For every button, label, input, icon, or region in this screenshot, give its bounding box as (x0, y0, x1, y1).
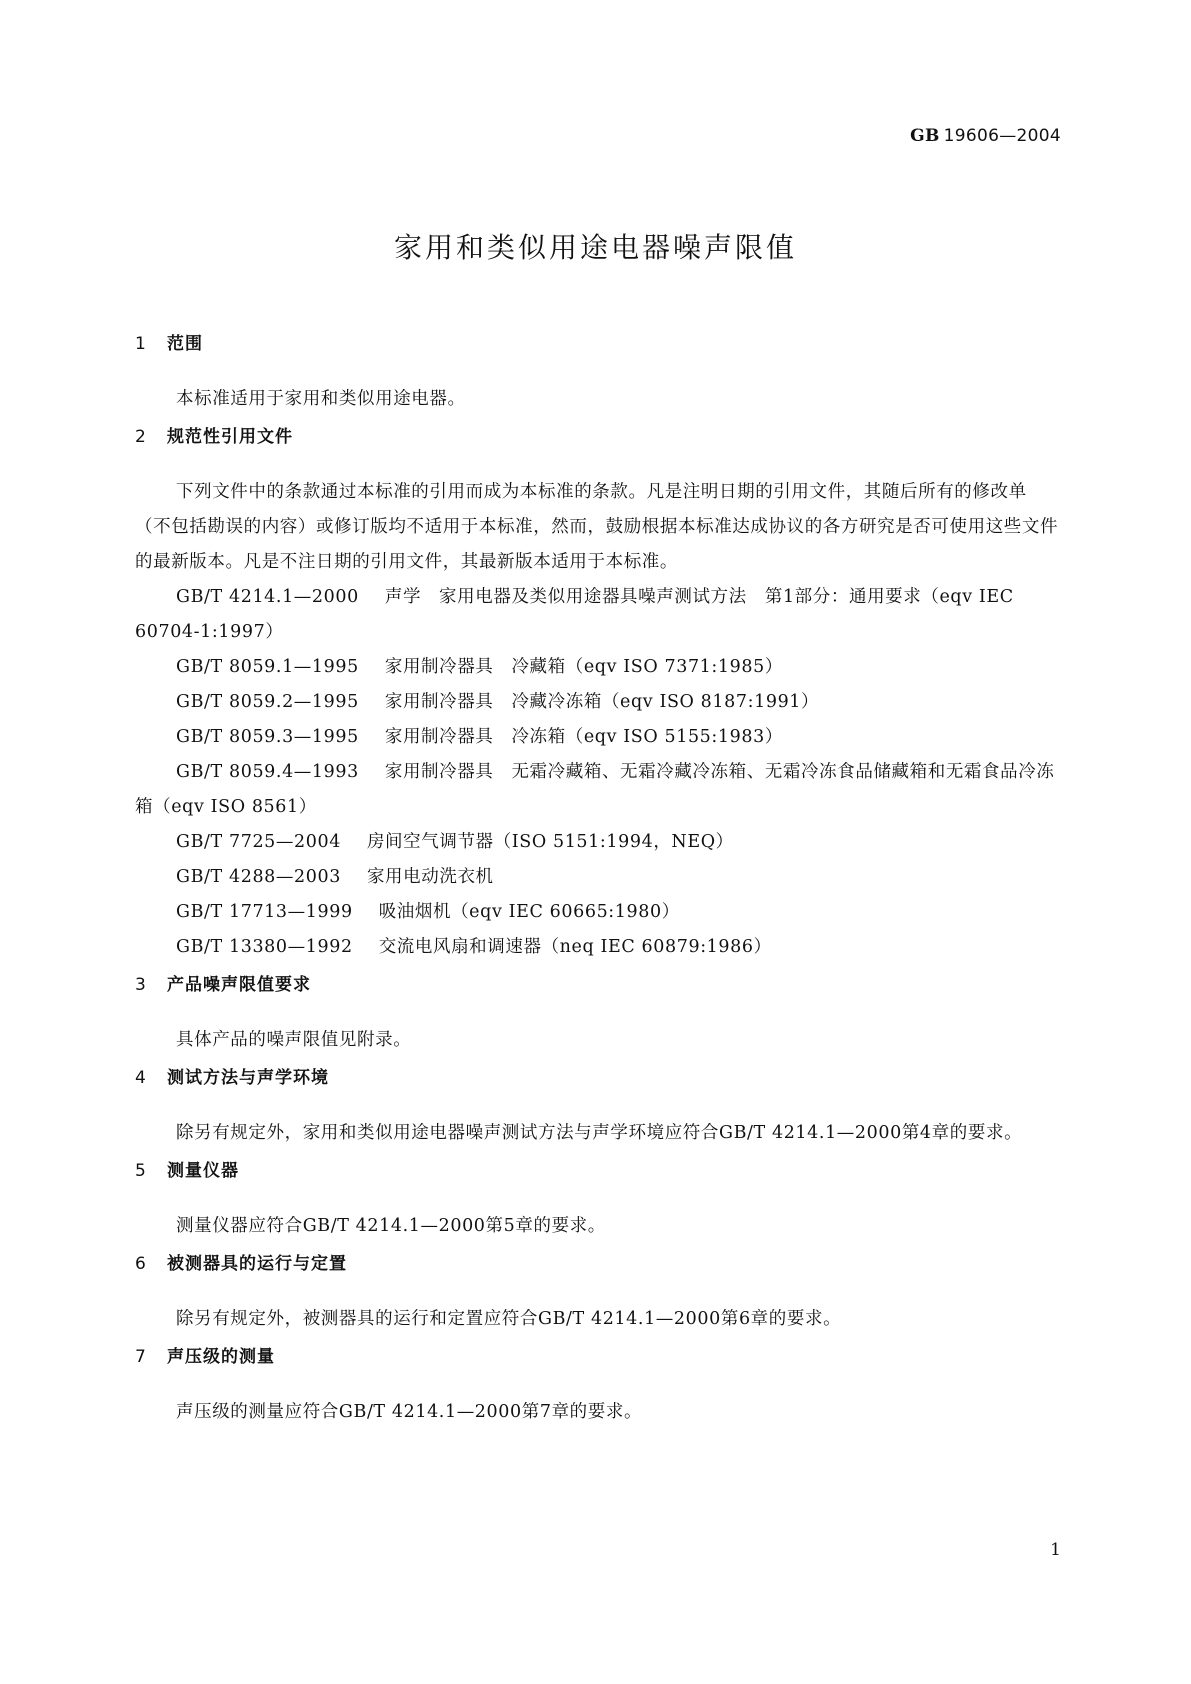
page-number: 1 (1050, 1540, 1061, 1560)
document-title: 家用和类似用途电器噪声限值 (393, 231, 797, 264)
reference-name: 家用制冷器具 (384, 692, 494, 712)
section-1-title: 范围 (167, 334, 203, 354)
reference-item (135, 650, 1060, 685)
reference-item (135, 755, 1060, 825)
reference-code: GB/T 7725—2004 (176, 832, 341, 852)
reference-code: GB/T 8059.4—1993 (176, 762, 359, 782)
reference-item (135, 685, 1060, 720)
standard-number: 19606—2004 (943, 126, 1061, 146)
section-4-title: 测试方法与声学环境 (167, 1068, 329, 1088)
section-6-title: 被测器具的运行与定置 (167, 1254, 347, 1274)
reference-item (135, 930, 1060, 965)
reference-title: 房间空气调节器（ISO 5151:1994，NEQ） (366, 832, 734, 852)
section-1-text: 本标准适用于家用和类似用途电器。 (176, 389, 466, 409)
section-2-intro: 下列文件中的条款通过本标准的引用而成为本标准的条款。凡是注明日期的引用文件，其随后所有的修改单（不包括勘误的内容）或修订版均不适用于本标准，然而，鼓励根据本标准达成协议的各方研究是否可使用这些文件的最新版本。凡是不注日期的引用文件，其最新版本适用于本标准。 (135, 482, 1059, 572)
section-2-heading (135, 427, 1060, 475)
section-5-text: 测量仪器应符合GB/T 4214.1—2000第5章的要求。 (176, 1216, 606, 1236)
section-3-heading (135, 975, 1060, 1023)
reference-title: 无霜冷藏箱、无霜冷藏冷冻箱、无霜冷冻食品储藏箱和无霜食品冷冻箱（eqv ISO 8561） (135, 762, 1055, 817)
reference-title: 冷藏冷冻箱（eqv ISO 8187:1991） (511, 692, 820, 712)
standard-prefix: GB (910, 126, 940, 146)
reference-name: 家用制冷器具 (384, 727, 494, 747)
reference-title: 交流电风扇和调速器（neq IEC 60879:1986） (378, 937, 772, 957)
section-4-heading (135, 1068, 1060, 1116)
reference-name: 声学 (384, 587, 422, 607)
reference-code: GB/T 8059.1—1995 (176, 657, 359, 677)
section-2-number: 2 (135, 427, 147, 447)
reference-code: GB/T 13380—1992 (176, 937, 353, 957)
reference-item (135, 580, 1060, 650)
reference-name: 家用制冷器具 (384, 762, 494, 782)
reference-code: GB/T 4288—2003 (176, 867, 341, 887)
section-4-text: 除另有规定外，家用和类似用途电器噪声测试方法与声学环境应符合GB/T 4214.1—2000第4章的要求。 (176, 1123, 1023, 1143)
reference-code: GB/T 8059.2—1995 (176, 692, 359, 712)
reference-code: GB/T 8059.3—1995 (176, 727, 359, 747)
reference-item (135, 720, 1060, 755)
document-body (135, 334, 1060, 1440)
section-7-text: 声压级的测量应符合GB/T 4214.1—2000第7章的要求。 (176, 1402, 643, 1422)
section-3-title: 产品噪声限值要求 (167, 975, 311, 995)
reference-title: 冷藏箱（eqv ISO 7371:1985） (511, 657, 783, 677)
section-1-number: 1 (135, 334, 147, 354)
section-7-heading (135, 1347, 1060, 1395)
normative-references-list (135, 580, 1060, 965)
section-6-heading (135, 1254, 1060, 1302)
section-7-title: 声压级的测量 (167, 1347, 275, 1367)
reference-title: 家用电器及类似用途器具噪声测试方法 第1部分：通用要求（eqv IEC 60704-1:1997） (135, 587, 1014, 642)
section-5-heading (135, 1161, 1060, 1209)
reference-code: GB/T 17713—1999 (176, 902, 353, 922)
reference-title: 冷冻箱（eqv ISO 5155:1983） (511, 727, 783, 747)
reference-item (135, 825, 1060, 860)
section-5-title: 测量仪器 (167, 1161, 239, 1181)
section-7-number: 7 (135, 1347, 147, 1367)
reference-item (135, 860, 1060, 895)
section-6-text: 除另有规定外，被测器具的运行和定置应符合GB/T 4214.1—2000第6章的要求。 (176, 1309, 842, 1329)
standard-code (910, 126, 1061, 146)
reference-item (135, 895, 1060, 930)
section-2-title: 规范性引用文件 (167, 427, 293, 447)
section-3-number: 3 (135, 975, 147, 995)
reference-name: 家用制冷器具 (384, 657, 494, 677)
reference-title: 吸油烟机（eqv IEC 60665:1980） (378, 902, 680, 922)
section-1-heading (135, 334, 1060, 382)
reference-code: GB/T 4214.1—2000 (176, 587, 359, 607)
section-4-number: 4 (135, 1068, 147, 1088)
section-6-number: 6 (135, 1254, 147, 1274)
reference-title: 家用电动洗衣机 (366, 867, 494, 887)
section-5-number: 5 (135, 1161, 147, 1181)
section-3-text: 具体产品的噪声限值见附录。 (176, 1030, 412, 1050)
